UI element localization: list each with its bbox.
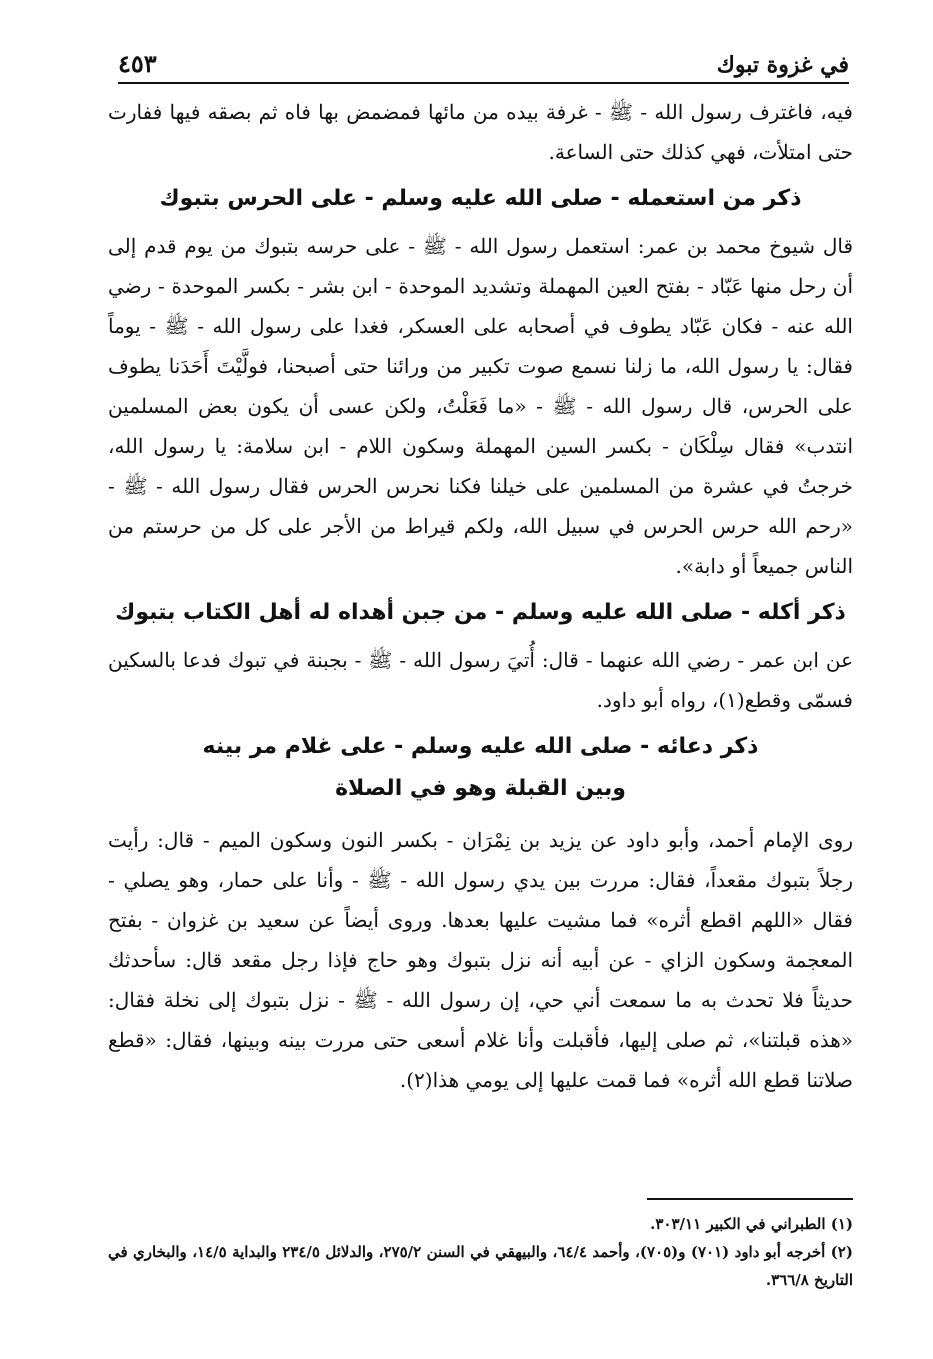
footnote-1: (١) الطبراني في الكبير ٣٠٣/١١. bbox=[650, 1215, 853, 1233]
page-body bbox=[108, 92, 853, 1106]
footnotes bbox=[108, 1198, 853, 1294]
heading-line-2: وبين القبلة وهو في الصلاة bbox=[335, 776, 626, 801]
section-heading-cheese: ذكر أكله - صلى الله عليه وسلم - من جبن أهداه له أهل الكتاب بتبوك bbox=[115, 600, 846, 625]
footnote-divider bbox=[647, 1198, 853, 1200]
paragraph-guard: قال شيوخ محمد بن عمر: استعمل رسول الله - ﷺ - على حرسه بتبوك من يوم قدم إلى أن رحل منها عَبّاد - بفتح العين المهملة وتشديد الموحدة - ابن بشر - بكسر الموحدة - رضي الله عنه - فكان عَبّاد يطوف في أصحابه على العسكر، فغدا على رسول الله - ﷺ - يوماً فقال: يا رسول الله، ما زلنا نسمع صوت تكبير من ورائنا حتى أصبحنا، فولَّيْتَ أَحَدَنا يطوف على الحرس، قال رسول الله - ﷺ - «ما فَعَلْتُ، ولكن عسى أن يكون بعض المسلمين انتدب» فقال سِلْكَان - بكسر السين المهملة وسكون اللام - ابن سلامة: يا رسول الله، خرجتُ في عشرة من المسلمين على خيلنا فكنا نحرس الحرس فقال رسول الله - ﷺ - «رحم الله حرس الحرس في سبيل الله، ولكم قيراط من الأجر على كل من حرستم من الناس جميعاً أو دابة». bbox=[108, 234, 853, 578]
section-heading-guard: ذكر من استعمله - صلى الله عليه وسلم - على الحرس بتبوك bbox=[159, 186, 802, 211]
paragraph-cheese: عن ابن عمر - رضي الله عنهما - قال: أُتيَ رسول الله - ﷺ - بجبنة في تبوك فدعا بالسكين فسمّى وقطع(١)، رواه أبو داود. bbox=[108, 648, 854, 712]
paragraph-opening: فيه، فاغترف رسول الله - ﷺ - غرفة بيده من مائها فمضمض بها فاه ثم بصقه فيها ففارت حتى امتلأت، فهي كذلك حتى الساعة. bbox=[108, 100, 853, 164]
page-header bbox=[118, 38, 849, 84]
heading-line-1: ذكر دعائه - صلى الله عليه وسلم - على غلام مر بينه bbox=[202, 734, 759, 759]
paragraph-supplication: روى الإمام أحمد، وأبو داود عن يزيد بن نِمْرَان - بكسر النون وسكون الميم - قال: رأيت رجلاً بتبوك مقعداً، فقال: مررت بين يدي رسول الله - ﷺ - وأنا على حمار، وهو يصلي - فقال «اللهم اقطع أثره» فما مشيت عليها بعدها. وروى أيضاً عن سعيد بن غزوان - بفتح المعجمة وسكون الزاي - عن أبيه أنه نزل بتبوك وهو حاج فإذا رجل مقعد قال: سأحدثك حديثاً فلا تحدث به ما سمعت أني حي، إن رسول الله - ﷺ - نزل بتبوك إلى نخلة فقال: «هذه قبلتنا»، ثم صلى إليها، فأقبلت وأنا غلام أسعى حتى مررت بينه وبينها، فقال: «قطع صلاتنا قطع الله أثره» فما قمت عليها إلى يومي هذا(٢). bbox=[108, 828, 853, 1092]
section-heading-supplication bbox=[108, 726, 853, 810]
page-number: ٤٥٣ bbox=[118, 49, 157, 78]
running-title: في غزوة تبوك bbox=[716, 52, 849, 78]
footnote-2: (٢) أخرجه أبو داود (٧٠١) و(٧٠٥)، وأحمد ٦٤/٤، والبيهقي في السنن ٢٧٥/٢، والدلائل ٢٣٤/٥ والبداية ١٤/٥، والبخاري في التاريخ ٣٦٦/٨. bbox=[108, 1243, 853, 1289]
